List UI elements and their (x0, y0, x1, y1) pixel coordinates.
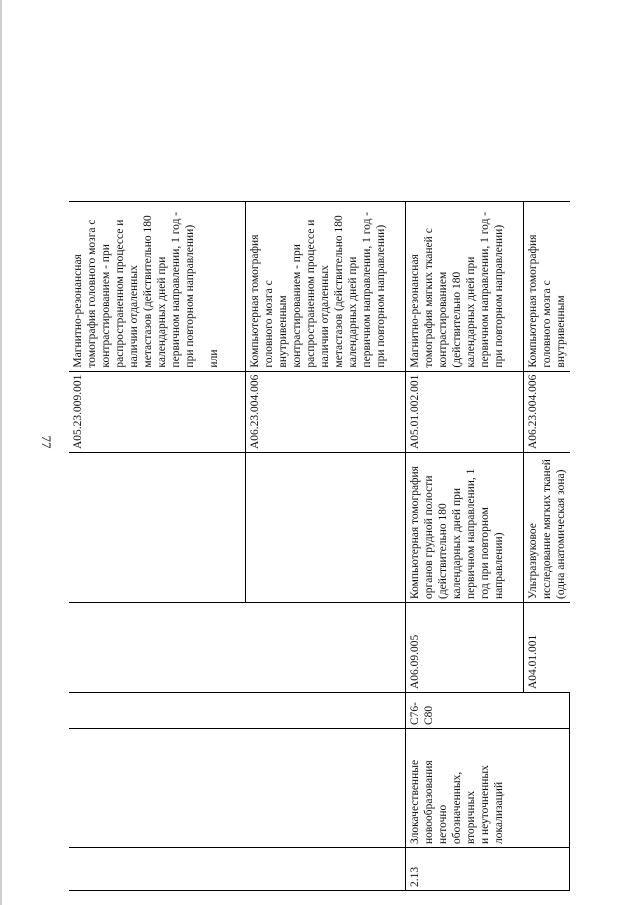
row-number-cell (69, 848, 245, 891)
service-code-cell: A06.23.004.006 (245, 371, 405, 452)
row-number-cell: 2.13 (405, 848, 570, 891)
diagnosis-cell (245, 729, 405, 848)
service-name-cell: Компьютерная томография органов грудной полости (действительно 180 календарных дней при первичном направлении, 1 год при повторном направлении) (405, 453, 523, 603)
service-code-cell: A06.23.004.006 (523, 371, 570, 452)
service-name-cell (69, 201, 245, 371)
diagnosis-cell: Злокачественные новообразования неточно обозначенных, вторичных и неуточненных локализаций (405, 729, 570, 848)
table-row (245, 201, 405, 890)
row-number-cell (245, 848, 405, 891)
icd-code-cell (69, 693, 245, 729)
service-name-cell: Магнитно-резонансная томография мягких тканей с контрастированием (действительно 180 календарных дней при первичном направлении, 1 год - при повторном направлении) (405, 201, 523, 371)
icd-code-cell (245, 693, 405, 729)
service-name-cell: Компьютерная томография головного мозга с внутривенным контрастированием - при распространенном процессе и наличии отдаленных метастазов (действительно 180 календарных дней при первичном направлении, 1 год - при повторном направлении) (245, 201, 405, 371)
service-code-cell: A05.23.009.001 (69, 371, 245, 452)
service-name-cell (245, 453, 405, 603)
service-name-cell: Компьютерная томография головного мозга с внутривенным (523, 201, 570, 371)
service-name-cell: Ультразвуковое исследование мягких тканей (одна анатомическая зона) (523, 453, 570, 603)
service-code-cell: A04.01.001 (523, 603, 570, 693)
service-code-cell: A05.01.002.001 (405, 371, 523, 452)
service-description: Магнитно-резонансная томография головного мозга с контрастированием - при распространенном процессе и наличии отдаленных метастазов (действительно 180 календарных дней при первичном направлении, 1 год - при повторном направлении) (72, 211, 197, 368)
services-table (69, 201, 570, 891)
scan-edge (0, 0, 2, 905)
service-code-cell (69, 603, 405, 693)
table-row (405, 201, 523, 890)
diagnosis-cell (69, 729, 245, 848)
service-name-cell (69, 453, 245, 603)
table-row (69, 201, 245, 890)
service-code-cell: A06.09.005 (405, 603, 523, 693)
icd-code-cell: C76-C80 (405, 693, 570, 729)
or-separator: или (208, 349, 221, 368)
page-number: 77 (39, 435, 54, 449)
